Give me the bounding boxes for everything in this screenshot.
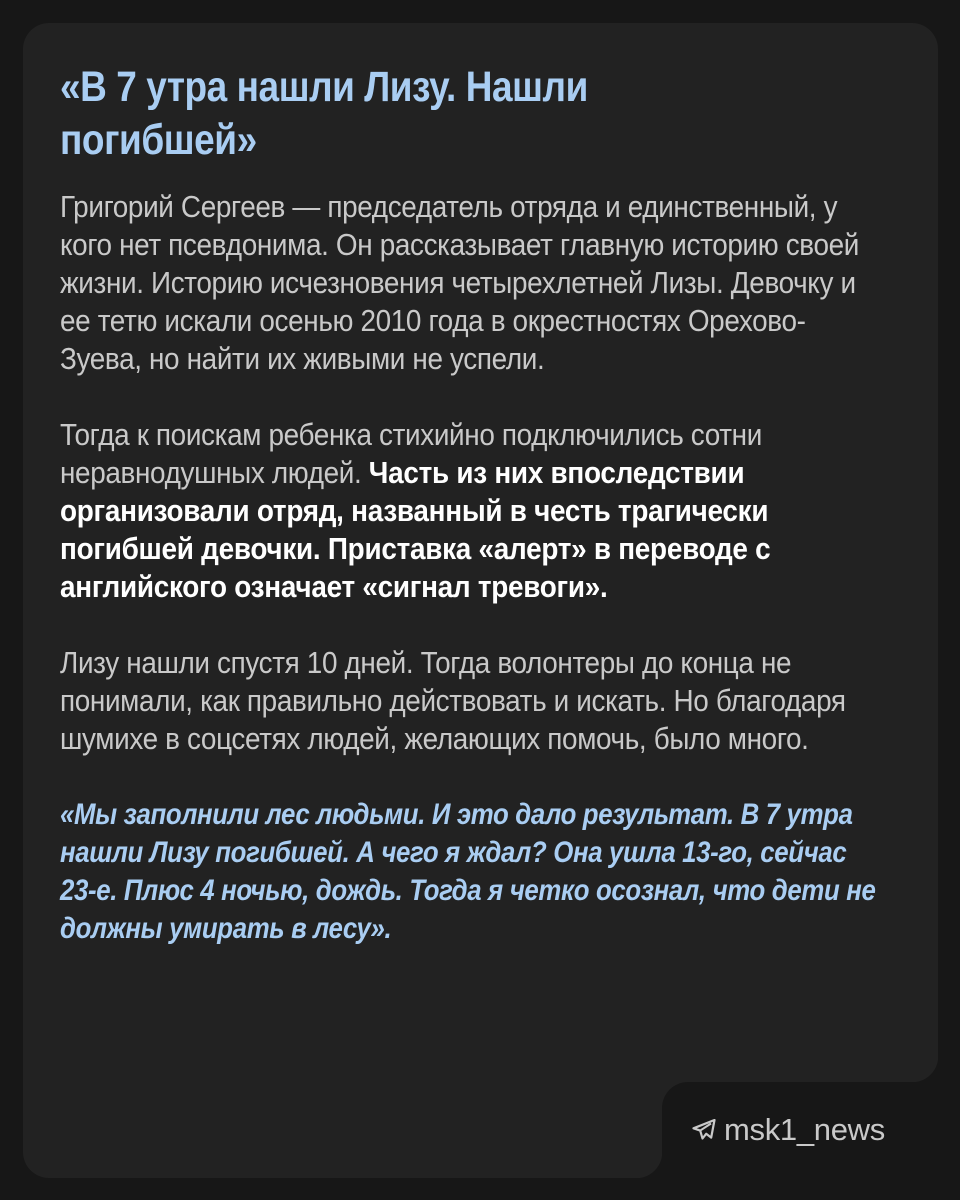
channel-tab xyxy=(662,1082,938,1178)
paragraph-search: Лизу нашли спустя 10 дней. Тогда волонтеры до конца не понимали, как правильно действовать и искать. Но благодаря шумихе в соцсетях людей, желающих помочь, было много. xyxy=(60,645,846,756)
post-card xyxy=(23,23,938,1178)
paragraph-history-regular: Тогда к поискам ребенка стихийно подключились сотни неравнодушных людей. xyxy=(60,417,762,490)
quote: «Мы заполнили лес людьми. И это дало результат. В 7 утра нашли Лизу погибшей. А чего я ждал? Она ушла 13-го, сейчас 23-е. Плюс 4 ночью, дождь. Тогда я четко осознал, что дети не должны умирать в лесу». xyxy=(60,798,876,945)
channel-name: msk1_news xyxy=(724,1112,885,1147)
telegram-icon xyxy=(692,1119,716,1141)
paragraph-history xyxy=(60,416,886,606)
post-title: «В 7 утра нашли Лизу. Нашли погибшей» xyxy=(60,63,588,164)
channel-handle xyxy=(692,1112,885,1148)
paragraph-history-bold: Часть из них впоследствии организовали отряд, названный в честь трагически погибшей девочки. Приставка «алерт» в переводе с английского означает «сигнал тревоги». xyxy=(60,455,771,604)
paragraph-intro: Григорий Сергеев — председатель отряда и единственный, у кого нет псевдонима. Он рассказывает главную историю своей жизни. Историю исчезновения четырехлетней Лизы. Девочку и ее тетю искали осенью 2010 года в окрестностях Орехово-Зуева, но найти их живыми не успели. xyxy=(60,189,859,376)
